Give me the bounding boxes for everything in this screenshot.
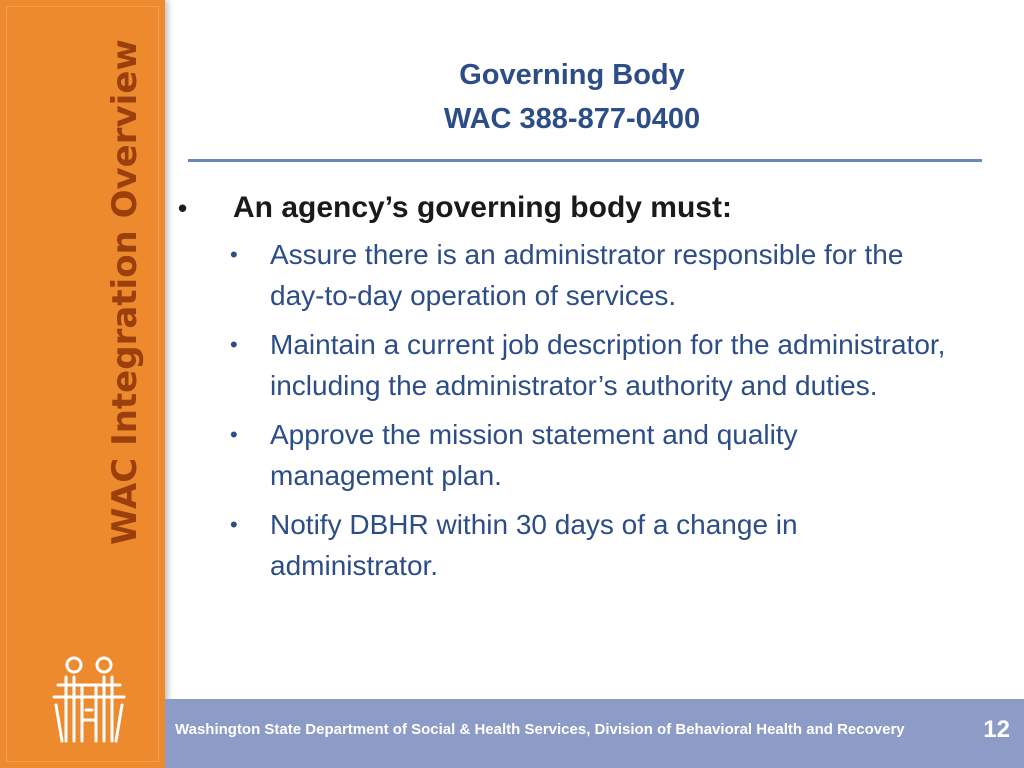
sub-bullet-text: Maintain a current job description for the administrator, including the administrator’s authority and duties. xyxy=(270,329,946,401)
main-bullet xyxy=(178,188,958,228)
bullet-icon: • xyxy=(178,193,188,223)
sub-bullet xyxy=(230,324,958,406)
sub-bullet xyxy=(230,414,958,496)
sub-bullet-text: Notify DBHR within 30 days of a change in administrator. xyxy=(270,509,798,581)
main-bullet-text: An agency’s governing body must: xyxy=(233,191,732,224)
sidebar xyxy=(0,0,165,768)
footer-text: Washington State Department of Social & Health Services, Division of Behavioral Health and Recovery xyxy=(175,721,905,738)
slide-title xyxy=(300,53,844,141)
slide-content xyxy=(178,188,958,594)
sub-bullet-text: Approve the mission statement and quality management plan. xyxy=(270,419,798,491)
sub-bullet xyxy=(230,504,958,586)
sub-bullet-text: Assure there is an administrator responsible for the day-to-day operation of services. xyxy=(270,239,904,311)
footer-bar xyxy=(165,699,1024,768)
title-divider xyxy=(188,159,982,162)
bullet-icon: • xyxy=(230,422,238,447)
page-number: 12 xyxy=(983,716,1010,743)
title-line-2: WAC 388-877-0400 xyxy=(443,103,701,135)
title-line-1: Governing Body xyxy=(459,59,685,91)
sub-bullet-list xyxy=(230,234,958,586)
bullet-icon: • xyxy=(230,242,238,267)
sub-bullet xyxy=(230,234,958,316)
bullet-icon: • xyxy=(230,512,238,537)
people-family-logo-icon xyxy=(44,655,134,745)
sidebar-title: WAC Integration Overview xyxy=(105,39,145,545)
bullet-icon: • xyxy=(230,332,238,357)
